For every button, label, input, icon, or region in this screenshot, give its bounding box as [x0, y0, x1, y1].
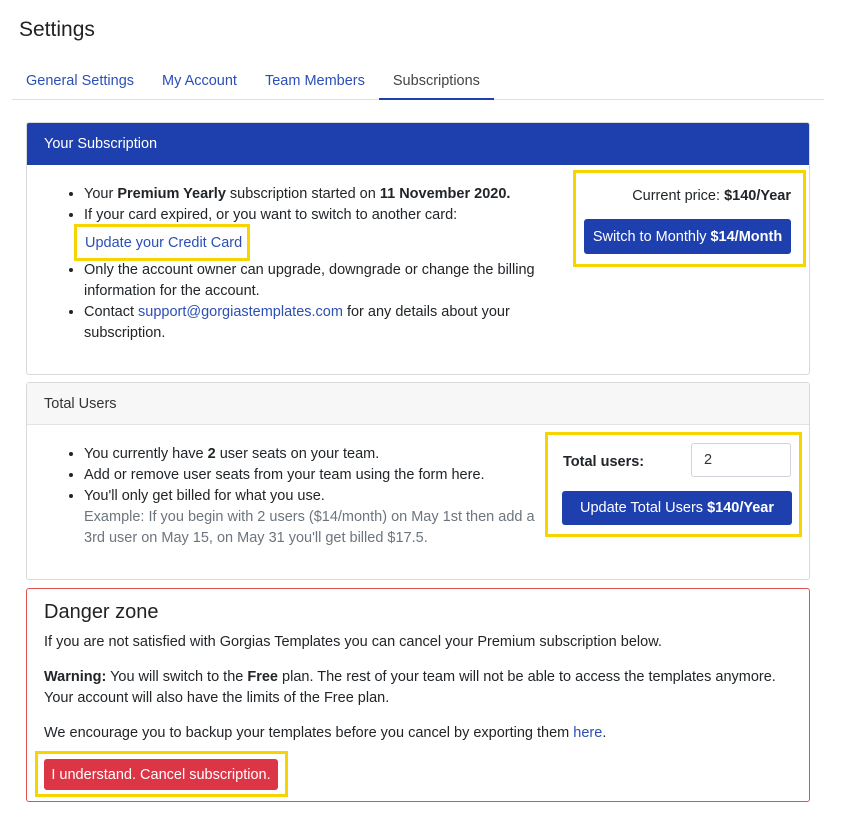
total-users-details	[27, 444, 547, 549]
plan-name: Free	[247, 669, 278, 685]
button-price: $14/Month	[710, 228, 783, 245]
total-users-input[interactable]	[691, 443, 791, 477]
card-expired-item: • If your card expired, or you want to switch to another card:	[84, 205, 547, 226]
text: subscription started on	[225, 186, 380, 202]
tab-my-account[interactable]: My Account	[162, 73, 237, 89]
account-owner-item: • Only the account owner can upgrade, downgrade or change the billing information for the account.	[84, 260, 547, 302]
button-price: $140/Year	[707, 500, 774, 516]
price-value: $140/Year	[724, 188, 791, 204]
seats-count-item	[84, 444, 547, 465]
text: Your	[84, 186, 118, 202]
plan-name: Premium Yearly	[117, 186, 226, 202]
tab-bar	[12, 63, 824, 100]
total-users-label: Total users:	[563, 454, 645, 470]
tab-subscriptions[interactable]: Subscriptions	[379, 63, 494, 100]
text: user seats on your team.	[215, 446, 380, 462]
page-title: Settings	[19, 18, 95, 41]
export-here-link[interactable]: here	[573, 725, 603, 741]
text: Contact	[84, 304, 138, 320]
update-credit-card-link[interactable]: Update your Credit Card	[85, 235, 243, 251]
switch-to-monthly-button[interactable]	[584, 219, 791, 254]
danger-intro-text: If you are not satisfied with Gorgias Templates you can cancel your Premium subscription below.	[44, 634, 662, 650]
billing-item	[84, 486, 547, 549]
total-users-card	[26, 382, 810, 580]
danger-backup-text	[44, 723, 789, 744]
cancel-subscription-button[interactable]: I understand. Cancel subscription.	[44, 759, 278, 790]
add-remove-item: • Add or remove user seats from your team using the form here.	[84, 465, 547, 486]
button-text: Update Total Users	[579, 500, 708, 516]
seat-count: 2	[207, 446, 216, 462]
subscription-card-header: Your Subscription	[27, 123, 809, 165]
danger-zone-card	[26, 588, 810, 802]
text: You will switch to the	[106, 669, 248, 685]
text: for any details about your subscription.	[84, 304, 510, 341]
text: You currently have	[84, 446, 208, 462]
start-date: 11 November 2020.	[379, 186, 511, 202]
contact-item	[84, 302, 547, 344]
text: You'll only get billed for what you use.	[84, 488, 325, 504]
billing-example: Example: If you begin with 2 users ($14/month) on May 1st then add a 3rd user on May 15, on May 31 you'll get billed $17.5.	[84, 509, 535, 546]
danger-zone-title: Danger zone	[44, 601, 159, 623]
update-total-users-button[interactable]	[562, 491, 792, 525]
total-users-card-header: Total Users	[27, 383, 809, 425]
current-price	[632, 186, 791, 206]
text: We encourage you to backup your templates before you cancel by exporting them	[44, 725, 574, 741]
button-text: Switch to Monthly	[592, 228, 711, 245]
subscription-details	[27, 184, 547, 344]
warning-label: Warning:	[44, 669, 107, 685]
tab-team-members[interactable]: Team Members	[264, 73, 365, 89]
text: plan. The rest of your team will not be able to access the templates anymore. Your account will also have the limits of the Free plan.	[44, 669, 776, 706]
price-label: Current price:	[632, 188, 725, 204]
support-email-link[interactable]: support@gorgiastemplates.com	[138, 304, 343, 320]
subscription-started-item	[84, 184, 547, 205]
danger-warning-text	[44, 667, 789, 709]
subscription-card	[26, 122, 810, 375]
tab-general-settings[interactable]: General Settings	[26, 73, 135, 89]
text: .	[602, 725, 607, 741]
